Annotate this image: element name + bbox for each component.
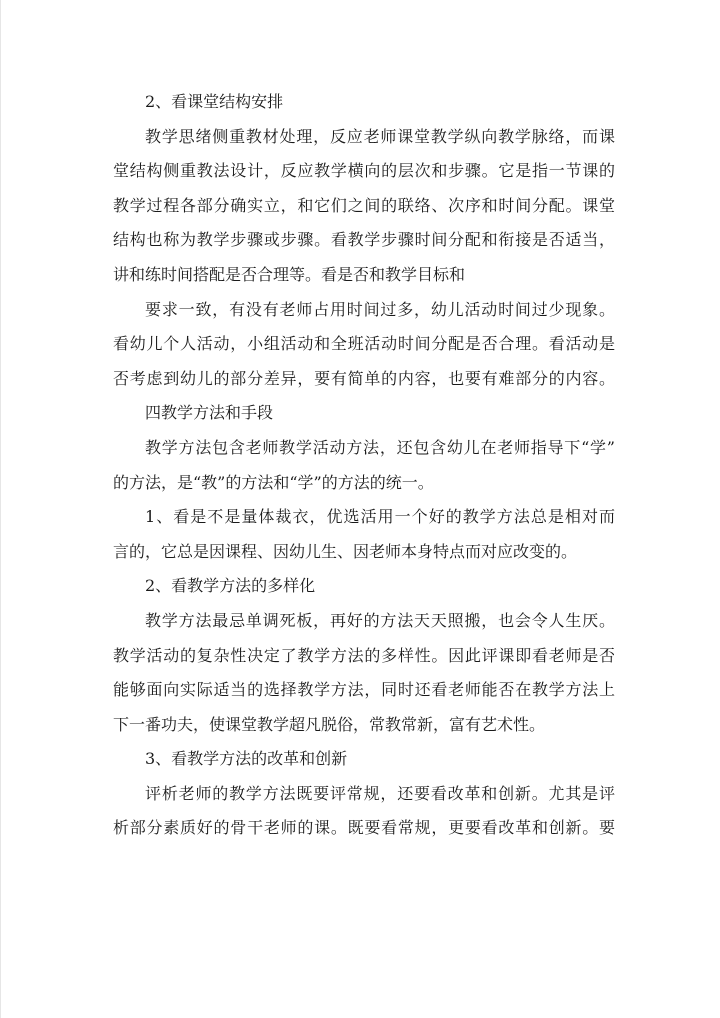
text-line: 1、看是不是量体裁衣，优选活用一个好的教学方法总是相对而 <box>145 507 615 527</box>
text-line: 能够面向实际适当的选择教学方法，同时还看老师能否在教学方法上 <box>113 680 615 700</box>
text-line: 教学过程各部分确实立，和它们之间的联络、次序和时间分配。课堂 <box>113 195 615 215</box>
text-line: 教学活动的复杂性决定了教学方法的多样性。因此评课即看老师是否 <box>113 645 615 665</box>
text-line: 评析老师的教学方法既要评常规，还要看改革和创新。尤其是评 <box>145 783 615 803</box>
text-line: 结构也称为教学步骤或步骤。看教学步骤时间分配和衔接是否适当， <box>113 230 615 250</box>
text-line: 要求一致，有没有老师占用时间过多，幼儿活动时间过少现象。 <box>145 299 615 319</box>
text-line: 否考虑到幼儿的部分差异，要有简单的内容，也要有难部分的内容。 <box>113 368 615 388</box>
text-line: 2、看课堂结构安排 <box>145 92 284 111</box>
text-line: 教学方法最忌单调死板，再好的方法天天照搬，也会令人生厌。 <box>145 610 615 630</box>
text-line: 讲和练时间搭配是否合理等。看是否和教学目标和 <box>113 264 466 284</box>
text-line: 析部分素质好的骨干老师的课。既要看常规，更要看改革和创新。要 <box>113 818 615 838</box>
text-line: 言的，它总是因课程、因幼儿生、因老师本身特点而对应改变的。 <box>113 541 578 561</box>
text-line: 四教学方法和手段 <box>145 403 274 423</box>
document-body <box>113 85 615 846</box>
text-line: 下一番功夫，使课堂教学超凡脱俗，常教常新，富有艺术性。 <box>113 714 546 734</box>
text-line: 堂结构侧重教法设计，反应教学横向的层次和步骤。它是指一节课的 <box>113 161 615 181</box>
text-line: 看幼儿个人活动，小组活动和全班活动时间分配是否合理。看活动是 <box>113 334 615 354</box>
text-line: 3、看教学方法的改革和创新 <box>145 749 348 769</box>
text-line: 教学思绪侧重教材处理，反应老师课堂教学纵向教学脉络，而课 <box>145 126 615 146</box>
text-line: 的方法，是“教”的方法和“学”的方法的统一。 <box>113 472 434 492</box>
text-line: 教学方法包含老师教学活动方法，还包含幼儿在老师指导下“学” <box>145 437 615 457</box>
text-line: 2、看教学方法的多样化 <box>145 576 316 596</box>
